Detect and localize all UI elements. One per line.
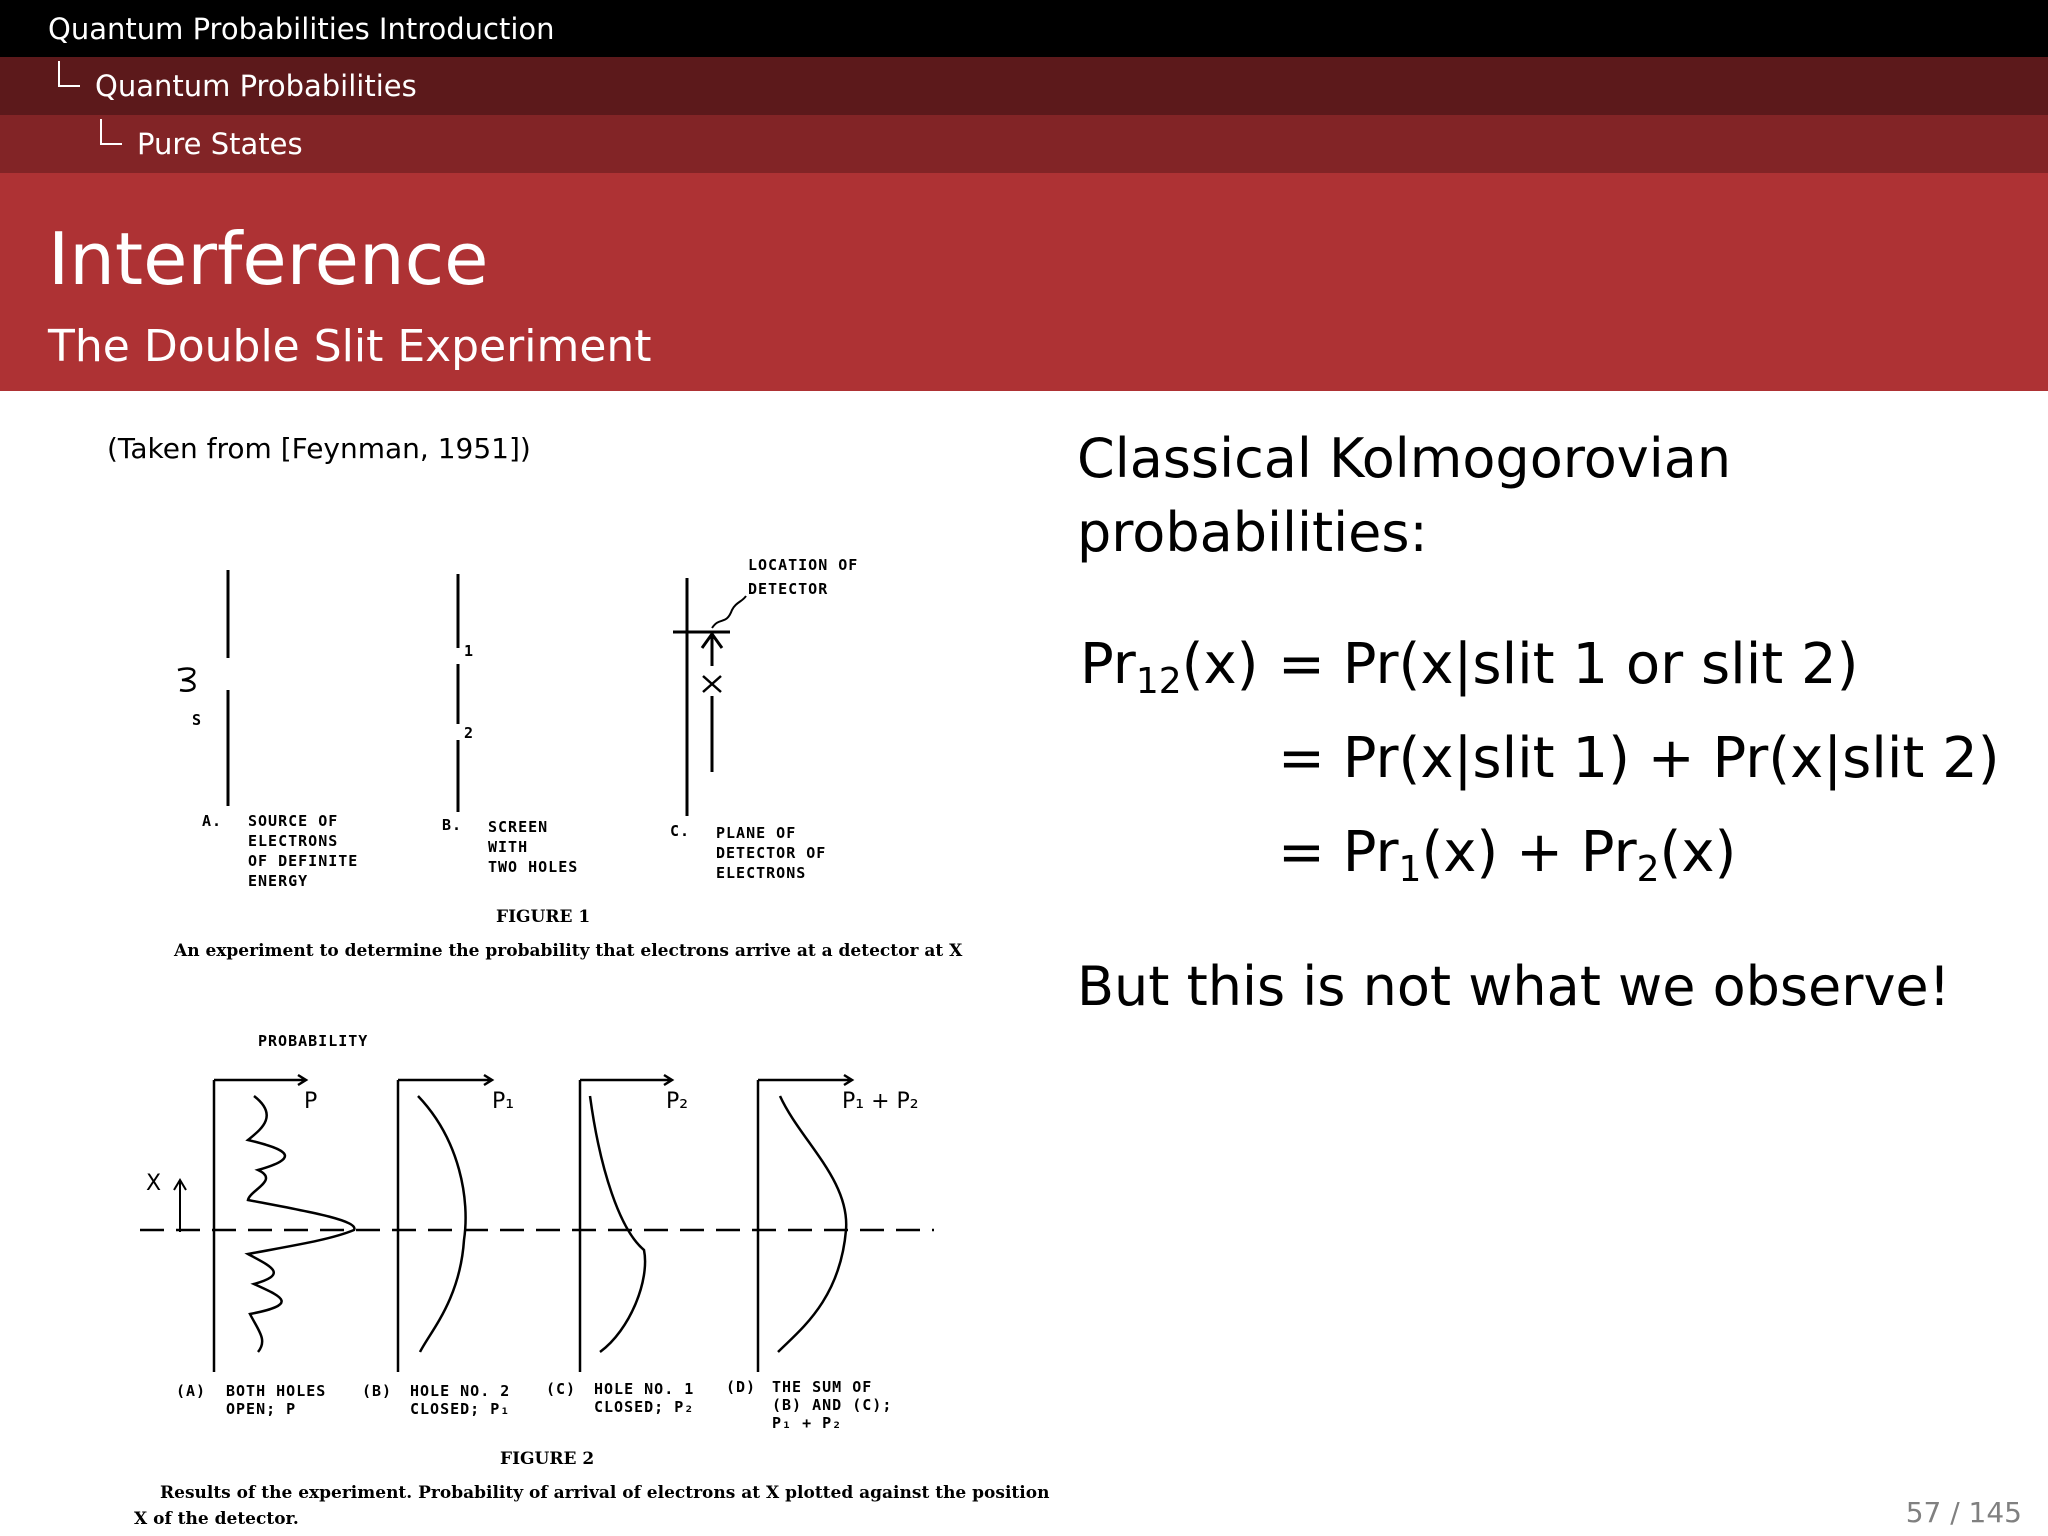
fig1-c-text: ELECTRONS [716, 864, 807, 882]
probability-label: PROBABILITY [258, 1032, 369, 1050]
page-number: 57 / 145 [1905, 1496, 2022, 1529]
fig1-a-tag: A. [202, 812, 223, 830]
conclusion-text: But this is not what we observe! [1077, 955, 1951, 1018]
eq-pr: Pr [1080, 632, 1136, 697]
p1-label: P₁ [492, 1089, 515, 1114]
location-label: LOCATION OF [748, 556, 859, 574]
source-s-label: S [192, 711, 203, 729]
equation-lhs [1080, 632, 1258, 702]
eq-sub: 12 [1135, 661, 1182, 702]
detector-label: DETECTOR [748, 580, 829, 598]
double-slit-figure [130, 540, 1050, 1536]
fig2-b-text: CLOSED; P₁ [410, 1400, 511, 1418]
figure-2-caption: X of the detector. [134, 1509, 299, 1529]
breadcrumb-level-1-label: Quantum Probabilities Introduction [48, 12, 555, 46]
figure-1-label: FIGURE 1 [496, 907, 591, 927]
fig2-b-text: HOLE NO. 2 [410, 1382, 511, 1400]
figure-2-caption: Results of the experiment. Probability of arrival of electrons at X plotted against the position [160, 1483, 1050, 1503]
eq-sub: 1 [1398, 849, 1422, 890]
breadcrumb-level-3[interactable] [0, 115, 2048, 173]
breadcrumb-level-1[interactable] [0, 0, 2048, 57]
equation-line-1: = Pr(x|slit 1 or slit 2) [1278, 632, 1859, 697]
fig2-a-tag: (A) [176, 1382, 207, 1400]
fig1-a-text: ELECTRONS [248, 832, 339, 850]
breadcrumb-level-2[interactable] [0, 57, 2048, 115]
intro-text [1077, 422, 1731, 570]
eq-part: (x) + Pr [1421, 820, 1637, 885]
hole-1-label: 1 [464, 642, 475, 660]
p-label: P [304, 1089, 318, 1114]
slide-subtitle: The Double Slit Experiment [48, 321, 652, 372]
fig1-b-text: SCREEN [488, 818, 549, 836]
fig1-b-tag: B. [442, 816, 463, 834]
slide-title: Interference [48, 217, 489, 301]
fig1-a-text: ENERGY [248, 872, 309, 890]
fig2-c-tag: (C) [546, 1380, 577, 1398]
fig2-b-tag: (B) [362, 1382, 393, 1400]
fig1-c-tag: C. [670, 822, 691, 840]
fig2-a-text: OPEN; P [226, 1400, 297, 1418]
intro-line: Classical Kolmogorovian [1077, 427, 1732, 490]
fig2-c-text: HOLE NO. 1 [594, 1380, 695, 1398]
p1-plus-p2-label: P₁ + P₂ [842, 1089, 919, 1114]
fig2-d-text: THE SUM OF [772, 1378, 873, 1396]
equation-line-3 [1278, 820, 1736, 890]
eq-arg: (x) [1181, 632, 1259, 697]
fig2-c-text: CLOSED; P₂ [594, 1398, 695, 1416]
equation-line-2: = Pr(x|slit 1) + Pr(x|slit 2) [1278, 726, 2000, 791]
fig1-b-text: TWO HOLES [488, 858, 579, 876]
fig2-d-text: (B) AND (C); [772, 1396, 893, 1414]
intro-line: probabilities: [1077, 501, 1428, 564]
breadcrumb-level-2-label: Quantum Probabilities [95, 69, 417, 103]
hole-2-label: 2 [464, 724, 475, 742]
p2-label: P₂ [666, 1089, 689, 1114]
tree-connector-icon [58, 61, 80, 87]
fig1-c-text: PLANE OF [716, 824, 797, 842]
source-note: (Taken from [Feynman, 1951]) [107, 432, 531, 465]
tree-connector-icon [100, 119, 122, 145]
fig1-a-text: OF DEFINITE [248, 852, 359, 870]
fig1-a-text: SOURCE OF [248, 812, 339, 830]
figure-1-caption: An experiment to determine the probability that electrons arrive at a detector at X [174, 941, 963, 961]
fig1-b-text: WITH [488, 838, 529, 856]
fig1-c-text: DETECTOR OF [716, 844, 827, 862]
eq-part: = Pr [1278, 820, 1399, 885]
figure-2-label: FIGURE 2 [500, 1449, 595, 1469]
eq-part: (x) [1659, 820, 1737, 885]
x-axis-label: X [146, 1171, 162, 1196]
breadcrumb-level-3-label: Pure States [137, 127, 303, 161]
eq-sub: 2 [1636, 849, 1660, 890]
fig2-a-text: BOTH HOLES [226, 1382, 327, 1400]
fig2-d-tag: (D) [726, 1378, 757, 1396]
fig2-d-text: P₁ + P₂ [772, 1414, 843, 1432]
frame-title-bar [0, 173, 2048, 391]
